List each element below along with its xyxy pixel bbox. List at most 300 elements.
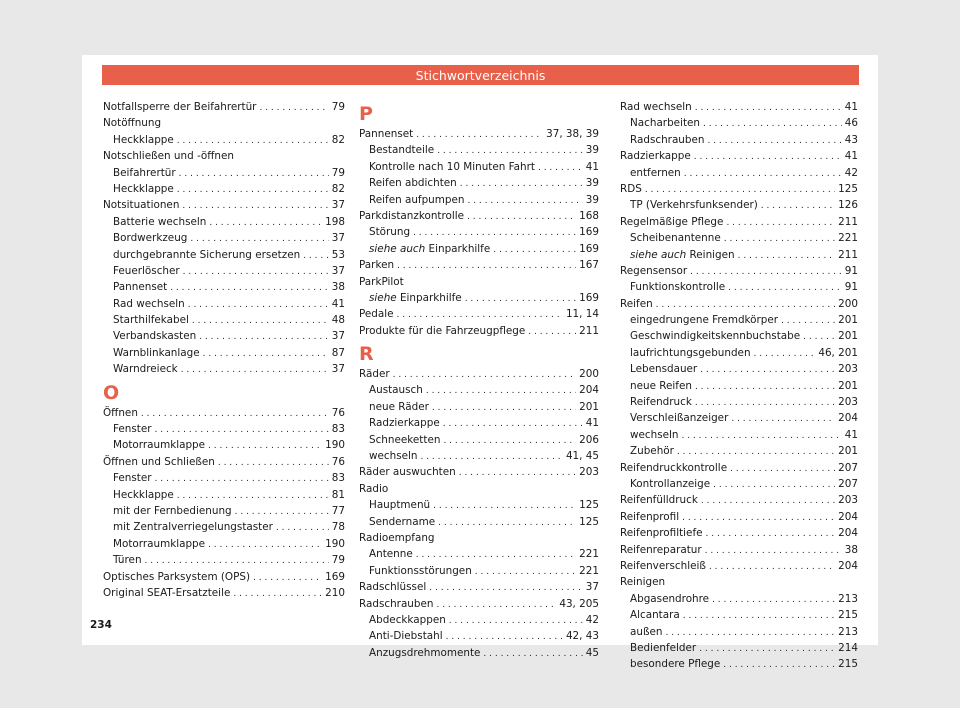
index-subentry xyxy=(359,546,599,562)
page-header xyxy=(102,65,859,85)
index-subentry xyxy=(359,382,599,398)
entry-pages: 41 xyxy=(844,101,858,113)
entry-pages: 42 xyxy=(844,166,858,179)
entry-pages: 204 xyxy=(838,559,858,572)
index-subentry xyxy=(620,427,858,443)
index-subentry xyxy=(620,361,858,377)
entry-term: Austausch xyxy=(369,384,423,397)
entry-pages: 83 xyxy=(331,472,345,485)
entry-pages: 41 xyxy=(844,150,858,163)
leader-dots xyxy=(738,247,836,264)
entry-term: Geschwindigkeitskennbuchstabe xyxy=(630,330,801,343)
entry-pages: 39 xyxy=(585,177,599,190)
entry-term: Starthilfekabel xyxy=(113,314,189,327)
index-entry xyxy=(620,296,858,312)
index-entry xyxy=(359,208,599,224)
entry-pages: 82 xyxy=(331,182,345,195)
entry-pages: 91 xyxy=(844,281,858,294)
leader-dots xyxy=(276,519,329,536)
entry-term: Bordwerkzeug xyxy=(113,232,188,245)
entry-term: Hauptmenü xyxy=(369,499,431,512)
entry-pages: 215 xyxy=(838,658,858,671)
index-subentry xyxy=(620,165,858,181)
index-entry xyxy=(359,366,599,382)
entry-term: eingedrungene Fremdkörper xyxy=(630,314,779,327)
leader-dots xyxy=(303,247,329,264)
entry-term: Pedale xyxy=(359,308,394,321)
leader-dots xyxy=(475,563,576,580)
index-subentry xyxy=(103,503,345,519)
entry-term: Reifenverschleiß xyxy=(620,559,706,572)
entry-pages: 37 xyxy=(331,232,345,245)
leader-dots xyxy=(199,328,329,345)
entry-pages: 53 xyxy=(331,248,345,261)
index-subentry xyxy=(620,640,858,656)
entry-pages: 78 xyxy=(331,521,345,534)
leader-dots xyxy=(420,448,562,465)
leader-dots xyxy=(203,345,329,362)
entry-pages: 76 xyxy=(331,455,345,468)
leader-dots xyxy=(443,415,583,432)
entry-pages: 207 xyxy=(838,461,858,474)
leader-dots xyxy=(761,197,835,214)
entry-term: Reifendruck xyxy=(630,396,692,409)
leader-dots xyxy=(705,542,842,559)
leader-dots xyxy=(700,361,835,378)
index-entry xyxy=(359,126,599,142)
leader-dots xyxy=(467,192,582,209)
leader-dots xyxy=(437,142,583,159)
index-subentry xyxy=(620,279,858,295)
entry-term: siehe auch Einparkhilfe xyxy=(369,242,491,255)
entry-term: Radio xyxy=(359,482,389,495)
index-subentry xyxy=(620,247,858,263)
entry-term: Heckklappe xyxy=(113,182,174,195)
entry-pages: 214 xyxy=(838,641,858,654)
index-subentry xyxy=(103,536,345,552)
leader-dots xyxy=(179,165,329,182)
entry-pages: 76 xyxy=(331,406,345,419)
index-entry xyxy=(620,99,858,115)
entry-term: wechseln xyxy=(369,450,418,463)
entry-term: Notschließen und -öffnen xyxy=(103,150,234,163)
index-subentry xyxy=(620,591,858,607)
entry-term: Pannenset xyxy=(113,281,168,294)
entry-term: siehe Einparkhilfe xyxy=(369,291,462,304)
leader-dots xyxy=(433,497,576,514)
leader-dots xyxy=(460,175,583,192)
entry-pages: 201 xyxy=(838,314,858,327)
index-subentry xyxy=(359,290,599,306)
leader-dots xyxy=(155,421,329,438)
leader-dots xyxy=(538,159,583,176)
entry-term: Beifahrertür xyxy=(113,166,176,179)
entry-term: Scheibenantenne xyxy=(630,232,721,245)
leader-dots xyxy=(190,230,328,247)
leader-dots xyxy=(259,99,328,116)
index-subentry xyxy=(103,230,345,246)
entry-term: Fenster xyxy=(113,472,152,485)
index-subentry xyxy=(359,563,599,579)
entry-pages: 38 xyxy=(331,281,345,294)
leader-dots xyxy=(393,366,577,383)
index-subentry xyxy=(103,132,345,148)
entry-pages: 37 xyxy=(331,363,345,376)
entry-pages: 39 xyxy=(585,144,599,157)
index-subentry xyxy=(620,345,858,361)
index-entry xyxy=(620,181,858,197)
entry-term: Warnblinkanlage xyxy=(113,346,200,359)
index-entry xyxy=(103,99,345,115)
entry-term: Räder auswuchten xyxy=(359,466,456,479)
leader-dots xyxy=(695,378,835,395)
leader-dots xyxy=(709,558,835,575)
entry-pages: 41 xyxy=(585,160,599,173)
index-subentry xyxy=(359,399,599,415)
entry-term: Radzierkappe xyxy=(369,417,440,430)
entry-pages: 37 xyxy=(331,199,345,212)
section-letter: R xyxy=(359,343,374,366)
index-subentry xyxy=(359,192,599,208)
index-subentry xyxy=(620,624,858,640)
leader-dots xyxy=(449,612,583,629)
entry-pages: 37 xyxy=(585,581,599,594)
entry-term: Reifenprofiltiefe xyxy=(620,527,703,540)
entry-term: entfernen xyxy=(630,166,681,179)
entry-pages: 38 xyxy=(844,543,858,556)
leader-dots xyxy=(436,596,556,613)
index-subentry xyxy=(620,197,858,213)
leader-dots xyxy=(656,296,835,313)
leader-dots xyxy=(177,487,329,504)
leader-dots xyxy=(208,437,322,454)
entry-pages: 215 xyxy=(838,609,858,622)
entry-term: neue Reifen xyxy=(630,379,692,392)
index-entry xyxy=(620,509,858,525)
entry-term: Radschlüssel xyxy=(359,581,427,594)
leader-dots xyxy=(438,514,576,531)
index-entry xyxy=(359,306,599,322)
entry-pages: 210 xyxy=(325,586,345,599)
leader-dots xyxy=(695,394,835,411)
leader-dots xyxy=(726,214,835,231)
leader-dots xyxy=(645,181,835,198)
entry-pages: 46, 201 xyxy=(818,346,858,359)
leader-dots xyxy=(188,296,329,313)
leader-dots xyxy=(683,607,835,624)
index-entry xyxy=(103,454,345,470)
entry-term: Störung xyxy=(369,226,411,239)
entry-term: Lebensdauer xyxy=(630,363,698,376)
entry-pages: 37, 38, 39 xyxy=(546,128,599,140)
leader-dots xyxy=(170,279,329,296)
entry-pages: 41 xyxy=(331,297,345,310)
section-letter: P xyxy=(359,103,373,125)
entry-term: neue Räder xyxy=(369,400,429,413)
leader-dots xyxy=(723,656,835,673)
index-subentry xyxy=(620,410,858,426)
index-subentry xyxy=(103,552,345,568)
entry-term: siehe auch Reinigen xyxy=(630,248,735,261)
index-subentry xyxy=(103,345,345,361)
leader-dots xyxy=(754,345,816,362)
entry-term: TP (Verkehrsfunksender) xyxy=(630,199,758,212)
entry-term: Optisches Parksystem (OPS) xyxy=(103,570,251,583)
entry-pages: 87 xyxy=(331,346,345,359)
entry-term: Parkdistanzkontrolle xyxy=(359,209,465,222)
entry-pages: 81 xyxy=(331,488,345,501)
entry-pages: 77 xyxy=(331,504,345,517)
index-column-1 xyxy=(103,99,345,601)
entry-term: Fenster xyxy=(113,423,152,436)
leader-dots xyxy=(528,323,576,340)
index-entry xyxy=(359,257,599,273)
index-subentry xyxy=(103,247,345,263)
index-subentry xyxy=(359,514,599,530)
index-subentry xyxy=(103,421,345,437)
entry-term: Radzierkappe xyxy=(620,150,691,163)
entry-term: Heckklappe xyxy=(113,488,174,501)
entry-term: Produkte für die Fahrzeugpflege xyxy=(359,324,526,337)
entry-pages: 203 xyxy=(838,363,858,376)
index-subentry xyxy=(103,470,345,486)
leader-dots xyxy=(781,312,835,329)
entry-term: Zubehör xyxy=(630,445,674,458)
index-entry xyxy=(359,530,599,546)
entry-pages: 207 xyxy=(838,477,858,490)
entry-pages: 201 xyxy=(838,330,858,343)
entry-term: Notfallsperre der Beifahrertür xyxy=(103,101,257,113)
leader-dots xyxy=(177,132,329,149)
index-entry xyxy=(359,274,599,290)
index-subentry xyxy=(359,497,599,513)
leader-dots xyxy=(699,640,835,657)
entry-term: Kontrollanzeige xyxy=(630,477,711,490)
entry-pages: 42, 43 xyxy=(565,630,599,643)
entry-term: Türen xyxy=(113,554,142,567)
index-subentry xyxy=(103,214,345,230)
entry-term: Radschrauben xyxy=(359,597,434,610)
leader-dots xyxy=(724,230,835,247)
leader-dots xyxy=(145,552,329,569)
leader-dots xyxy=(730,460,835,477)
index-subentry xyxy=(620,230,858,246)
entry-term: Funktionsstörungen xyxy=(369,564,472,577)
entry-term: besondere Pflege xyxy=(630,658,721,671)
entry-pages: 211 xyxy=(838,215,858,228)
index-subentry xyxy=(103,328,345,344)
entry-term: außen xyxy=(630,625,663,638)
index-subentry xyxy=(620,328,858,344)
index-subentry xyxy=(103,296,345,312)
entry-term: RDS xyxy=(620,182,642,195)
entry-term: mit Zentralverriegelungstaster xyxy=(113,521,273,534)
leader-dots xyxy=(690,263,842,280)
index-entry xyxy=(620,492,858,508)
index-subentry xyxy=(620,607,858,623)
entry-pages: 201 xyxy=(838,445,858,458)
entry-term: Alcantara xyxy=(630,609,680,622)
leader-dots xyxy=(695,99,842,116)
leader-dots xyxy=(701,492,835,509)
index-entry xyxy=(620,574,858,590)
entry-term: Bestandteile xyxy=(369,144,435,157)
leader-dots xyxy=(233,585,322,602)
entry-pages: 37 xyxy=(331,330,345,343)
entry-pages: 204 xyxy=(838,527,858,540)
entry-term: Reinigen xyxy=(620,576,666,589)
index-entry xyxy=(103,197,345,213)
entry-pages: 43, 205 xyxy=(559,597,599,610)
entry-pages: 11, 14 xyxy=(565,308,599,321)
entry-term: Heckklappe xyxy=(113,133,174,146)
entry-pages: 39 xyxy=(585,193,599,206)
entry-term: Abdeckkappen xyxy=(369,613,446,626)
index-subentry xyxy=(103,487,345,503)
section-letter: O xyxy=(103,381,120,404)
entry-term: Pannenset xyxy=(359,128,414,140)
leader-dots xyxy=(416,546,576,563)
index-subentry xyxy=(359,175,599,191)
leader-dots xyxy=(731,410,835,427)
entry-pages: 203 xyxy=(838,396,858,409)
leader-dots xyxy=(429,579,583,596)
index-entry xyxy=(359,596,599,612)
entry-term: Kontrolle nach 10 Minuten Fahrt xyxy=(369,160,535,173)
leader-dots xyxy=(416,126,543,143)
index-subentry xyxy=(359,432,599,448)
leader-dots xyxy=(467,208,576,225)
index-entry xyxy=(620,263,858,279)
entry-pages: 211 xyxy=(579,324,599,337)
leader-dots xyxy=(703,115,842,132)
leader-dots xyxy=(682,509,835,526)
entry-pages: 211 xyxy=(838,248,858,261)
entry-pages: 203 xyxy=(579,466,599,479)
see-reference: siehe xyxy=(369,291,397,304)
entry-term: durchgebrannte Sicherung ersetzen xyxy=(113,248,301,261)
index-subentry xyxy=(359,612,599,628)
index-subentry xyxy=(359,415,599,431)
leader-dots xyxy=(665,624,835,641)
entry-pages: 198 xyxy=(325,215,345,228)
index-entry xyxy=(103,148,345,164)
leader-dots xyxy=(181,361,329,378)
index-entry xyxy=(620,148,858,164)
index-subentry xyxy=(359,628,599,644)
index-entry xyxy=(620,542,858,558)
entry-pages: 169 xyxy=(579,291,599,304)
leader-dots xyxy=(707,132,841,149)
leader-dots xyxy=(432,399,576,416)
index-entry xyxy=(103,585,345,601)
entry-term: mit der Fernbedienung xyxy=(113,504,232,517)
entry-pages: 126 xyxy=(838,199,858,212)
entry-term: Öffnen und Schließen xyxy=(103,455,215,468)
index-subentry xyxy=(359,224,599,240)
entry-term: Parken xyxy=(359,259,395,272)
index-subentry xyxy=(103,361,345,377)
entry-term: Bedienfelder xyxy=(630,641,697,654)
entry-term: Batterie wechseln xyxy=(113,215,207,228)
entry-term: Radschrauben xyxy=(630,133,705,146)
entry-pages: 190 xyxy=(325,537,345,550)
index-subentry xyxy=(103,181,345,197)
entry-term: Sendername xyxy=(369,515,436,528)
entry-pages: 204 xyxy=(838,510,858,523)
entry-pages: 125 xyxy=(579,515,599,528)
entry-pages: 200 xyxy=(579,368,599,381)
entry-term: wechseln xyxy=(630,428,679,441)
entry-pages: 83 xyxy=(331,423,345,436)
leader-dots xyxy=(141,405,329,422)
index-subentry xyxy=(359,241,599,257)
entry-pages: 82 xyxy=(331,133,345,146)
index-subentry xyxy=(359,448,599,464)
leader-dots xyxy=(182,197,328,214)
entry-pages: 41 xyxy=(844,428,858,441)
leader-dots xyxy=(155,470,329,487)
index-subentry xyxy=(620,312,858,328)
see-reference: siehe auch xyxy=(369,242,426,255)
entry-pages: 79 xyxy=(331,101,345,113)
leader-dots xyxy=(459,464,576,481)
entry-term: Räder xyxy=(359,368,390,381)
index-subentry xyxy=(103,165,345,181)
index-subentry xyxy=(620,394,858,410)
entry-pages: 43 xyxy=(844,133,858,146)
entry-pages: 37 xyxy=(331,264,345,277)
entry-term: Regensensor xyxy=(620,264,688,277)
index-subentry xyxy=(103,519,345,535)
entry-term: Reifenfülldruck xyxy=(620,494,698,507)
entry-term: laufrichtungsgebunden xyxy=(630,346,751,359)
entry-pages: 213 xyxy=(838,592,858,605)
entry-term: Rad wechseln xyxy=(620,101,692,113)
index-subentry xyxy=(103,279,345,295)
entry-term: Reifen aufpumpen xyxy=(369,193,465,206)
index-subentry xyxy=(620,443,858,459)
leader-dots xyxy=(209,214,322,231)
leader-dots xyxy=(177,181,329,198)
entry-pages: 46 xyxy=(844,117,858,130)
leader-dots xyxy=(465,290,576,307)
entry-pages: 167 xyxy=(579,259,599,272)
entry-term: Rad wechseln xyxy=(113,297,185,310)
index-subentry xyxy=(359,159,599,175)
index-entry xyxy=(620,525,858,541)
leader-dots xyxy=(684,165,842,182)
index-subentry xyxy=(620,476,858,492)
entry-term: Reifenreparatur xyxy=(620,543,702,556)
entry-term: Regelmäßige Pflege xyxy=(620,215,724,228)
index-subentry xyxy=(103,312,345,328)
leader-dots xyxy=(192,312,329,329)
index-entry xyxy=(359,323,599,339)
entry-pages: 48 xyxy=(331,314,345,327)
leader-dots xyxy=(413,224,576,241)
entry-term: Funktionskontrolle xyxy=(630,281,726,294)
leader-dots xyxy=(677,443,835,460)
entry-pages: 201 xyxy=(579,400,599,413)
entry-pages: 41 xyxy=(585,417,599,430)
entry-pages: 79 xyxy=(331,166,345,179)
page-number: 234 xyxy=(90,619,112,631)
entry-pages: 169 xyxy=(579,226,599,239)
entry-pages: 221 xyxy=(579,548,599,561)
index-entry xyxy=(620,460,858,476)
header-title: Stichwortverzeichnis xyxy=(415,67,546,83)
